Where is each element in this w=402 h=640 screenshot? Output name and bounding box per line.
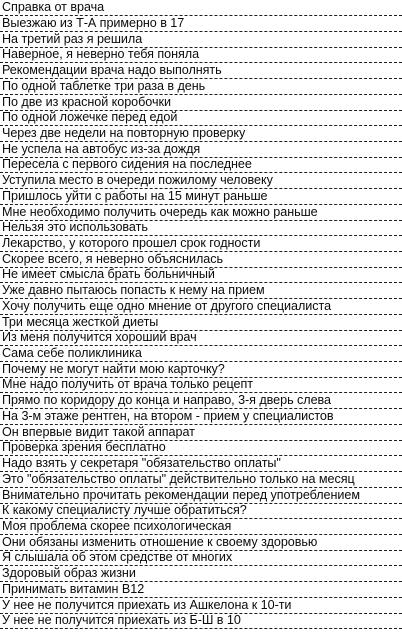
phrase-text: Мне необходимо получить очередь как можно раньше (2, 204, 318, 219)
phrase-text: Мне надо получить от врача только рецепт (2, 377, 253, 392)
phrase-text: Сама себе поликлиника (2, 346, 142, 361)
phrase-text: Наверное, я неверно тебя поняла (2, 47, 200, 62)
phrase-text: Пересела с первого сидения на последнее (2, 157, 252, 172)
phrase-text: У нее не получится приехать из Ашкелона к 10-ти (2, 597, 292, 612)
phrase-text: Уже давно пытаюсь попасть к нему на прием (2, 283, 265, 298)
phrase-text: Прямо по коридору до конца и направо, 3-я дверь слева (2, 393, 332, 408)
phrase-text: Не имеет смысла брать больничный (2, 267, 215, 282)
phrase-text: Скорее всего, я неверно объяснилась (2, 251, 223, 266)
phrase-text: Я слышала об этом средстве от многих (2, 550, 233, 565)
phrase-text: Лекарство, у которого прошел срок годности (2, 236, 261, 251)
phrase-text: Принимать витамин В12 (2, 581, 145, 596)
phrase-text: Уступила место в очереди пожилому человеку (2, 173, 273, 188)
phrase-text: К какому специалисту лучше обратиться? (2, 503, 247, 518)
phrase-text: Рекомендации врача надо выполнять (2, 63, 222, 78)
phrase-text: Внимательно прочитать рекомендации перед употреблением (2, 487, 360, 502)
phrase-text: Это "обязательство оплаты" действительно только на месяц (2, 471, 355, 486)
phrase-text: Моя проблема скорее психологическая (2, 518, 232, 533)
phrase-row (0, 611, 402, 629)
phrase-text: На 3-м этаже рентген, на втором - прием у специалистов (2, 408, 334, 423)
phrase-text: По одной таблетке три раза в день (2, 78, 206, 93)
phrase-text: Он впервые видит такой аппарат (2, 424, 195, 439)
phrase-text: У нее не получится приехать из Б-Ш в 10 (2, 613, 241, 628)
phrase-text: Здоровый образ жизни (2, 566, 136, 581)
phrase-text: Справка от врача (2, 0, 105, 15)
phrase-text: Они обязаны изменить отношение к своему здоровью (2, 534, 318, 549)
phrase-text: На третий раз я решила (2, 31, 143, 46)
phrase-text: Из меня получится хороший врач (2, 330, 197, 345)
phrase-text: Три месяца жесткой диеты (2, 314, 159, 329)
phrase-text: Через две недели на повторную проверку (2, 125, 246, 140)
phrase-text: Почему не могут найти мою карточку? (2, 361, 225, 376)
phrase-text: Не успела на автобус из-за дождя (2, 141, 201, 156)
phrase-text: Выезжаю из Т-А примерно в 17 (2, 15, 185, 30)
phrase-text: Надо взять у секретаря "обязательство оплаты" (2, 456, 281, 471)
phrase-text: Пришлось уйти с работы на 15 минут раньше (2, 188, 268, 203)
phrase-text: Хочу получить еще одно мнение от другого специалиста (2, 298, 332, 313)
phrase-text: По две из красной коробочки (2, 94, 171, 109)
phrase-text: Проверка зрения бесплатно (2, 440, 166, 455)
phrase-text: Нельзя это использовать (2, 220, 148, 235)
phrase-text: По одной ложечке перед едой (2, 110, 178, 125)
